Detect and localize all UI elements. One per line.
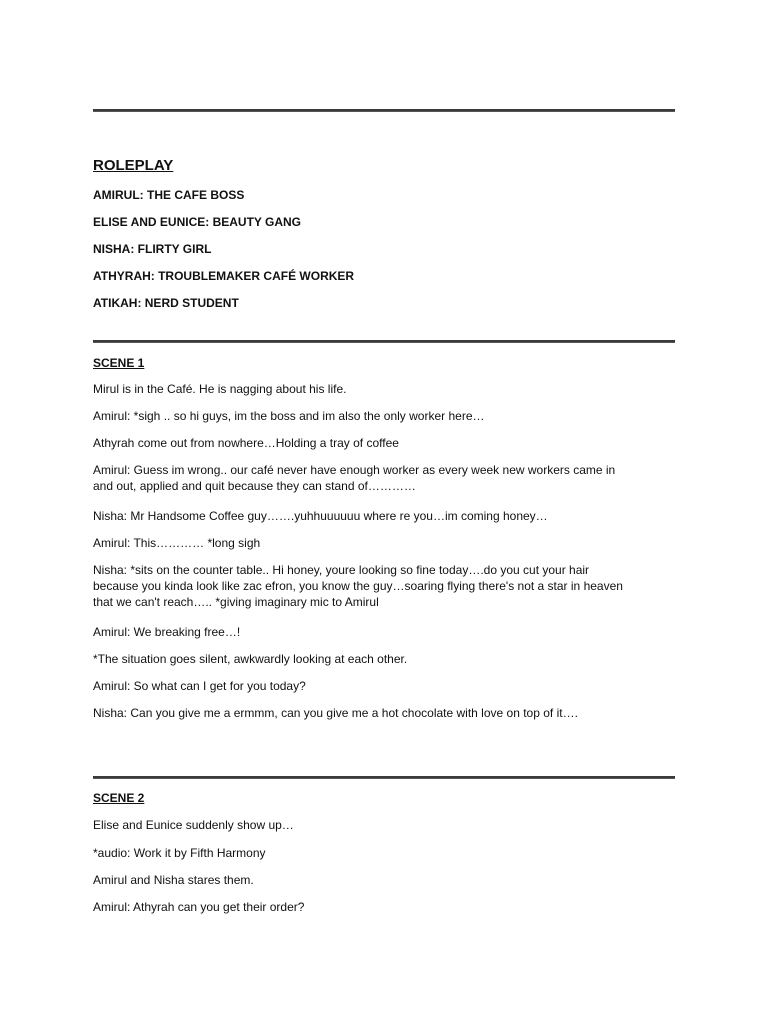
script-line: [93, 651, 675, 667]
script-text: Nisha: Mr Handsome Coffee guy…….yuhhuuuuuu where re you…im coming honey…: [93, 509, 548, 523]
script-line: [93, 535, 675, 551]
cast-item: AMIRUL: THE CAFE BOSS: [93, 188, 245, 202]
script-text: and out, applied and quit because they can stand of…………: [93, 479, 416, 493]
script-line: [93, 435, 675, 451]
script-text: Amirul: We breaking free…!: [93, 625, 241, 639]
script-text: that we can't reach….. *giving imaginary mic to Amirul: [93, 595, 379, 609]
script-line: [93, 678, 675, 694]
script-text: Amirul and Nisha stares them.: [93, 873, 254, 887]
document-page: [93, 0, 675, 1024]
scene-1-title: SCENE 1: [93, 356, 145, 370]
script-text: Amirul: Athyrah can you get their order?: [93, 900, 305, 914]
script-text: *The situation goes silent, awkwardly looking at each other.: [93, 652, 408, 666]
script-line: [93, 899, 675, 915]
cast-item: ELISE AND EUNICE: BEAUTY GANG: [93, 215, 302, 229]
scene-1-divider: [93, 340, 675, 343]
script-text: Athyrah come out from nowhere…Holding a tray of coffee: [93, 436, 399, 450]
page-title: ROLEPLAY: [93, 157, 174, 174]
script-text: Amirul: Guess im wrong.. our café never have enough worker as every week new workers came in: [93, 463, 616, 477]
scene-2-title: SCENE 2: [93, 791, 145, 805]
script-text: Nisha: *sits on the counter table.. Hi honey, youre looking so fine today….do you cut your hair: [93, 563, 590, 577]
script-line: [93, 381, 675, 397]
script-text: Amirul: *sigh .. so hi guys, im the boss and im also the only worker here…: [93, 409, 485, 423]
script-text: Elise and Eunice suddenly show up…: [93, 818, 294, 832]
top-divider: [93, 109, 675, 112]
script-line: [93, 624, 675, 640]
script-line: [93, 705, 675, 721]
script-line: [93, 408, 675, 424]
script-line: [93, 817, 675, 833]
script-text: Nisha: Can you give me a ermmm, can you give me a hot chocolate with love on top of it….: [93, 706, 578, 720]
scene-2-divider: [93, 776, 675, 779]
script-line: [93, 872, 675, 888]
script-text: Amirul: This………… *long sigh: [93, 536, 261, 550]
cast-item: NISHA: FLIRTY GIRL: [93, 242, 212, 256]
script-text: Mirul is in the Café. He is nagging about his life.: [93, 382, 347, 396]
cast-item: ATIKAH: NERD STUDENT: [93, 296, 239, 310]
script-text: Amirul: So what can I get for you today?: [93, 679, 306, 693]
script-line: [93, 508, 675, 524]
cast-item: ATHYRAH: TROUBLEMAKER CAFÉ WORKER: [93, 269, 355, 283]
script-text: because you kinda look like zac efron, you know the guy…soaring flying there's not a star in heaven: [93, 579, 623, 593]
script-line: [93, 845, 675, 861]
script-line: [93, 462, 675, 494]
script-text: *audio: Work it by Fifth Harmony: [93, 846, 266, 860]
script-line: [93, 562, 675, 610]
